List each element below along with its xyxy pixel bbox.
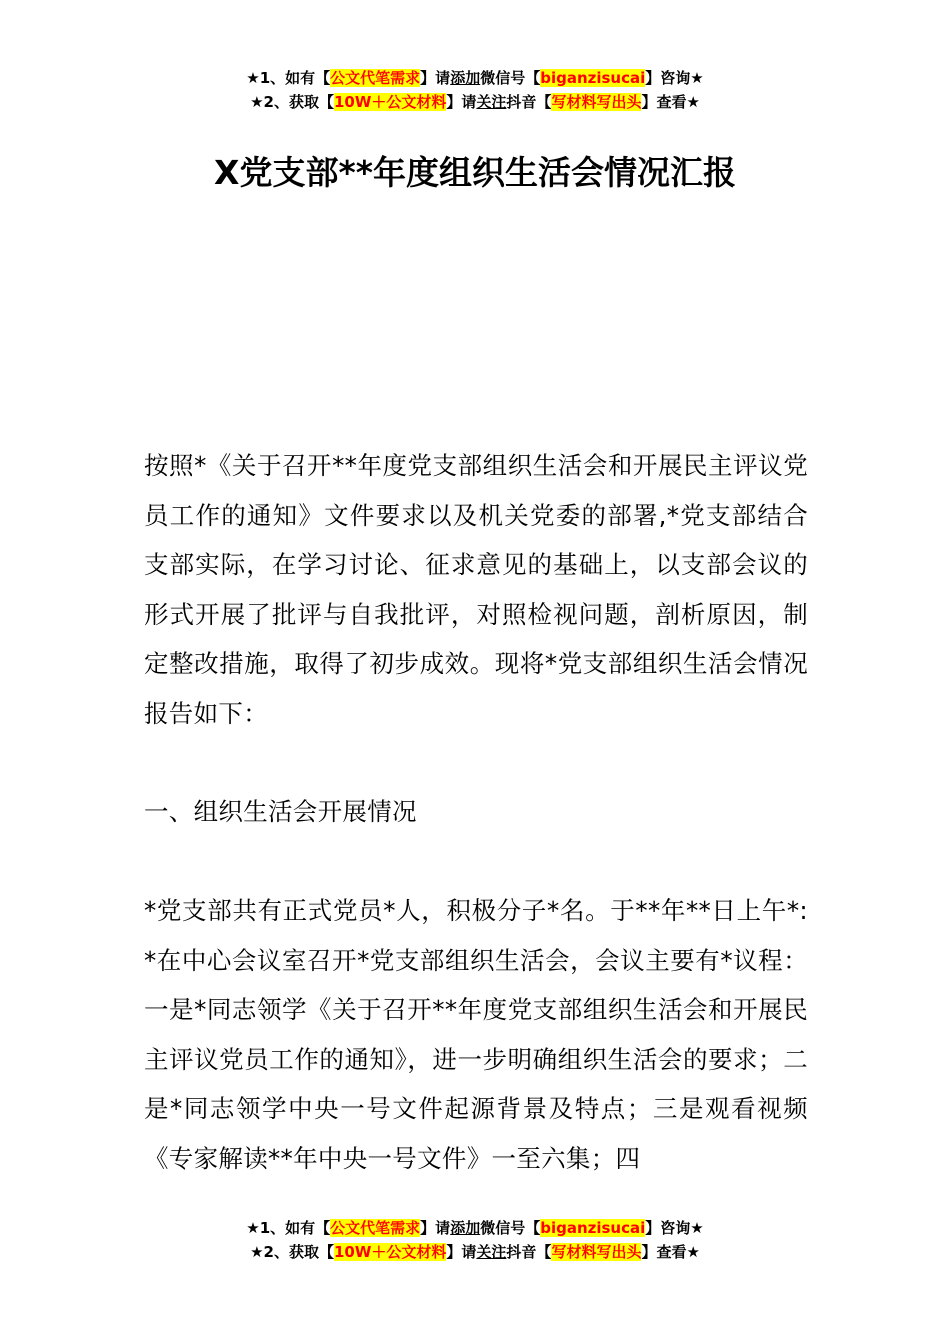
promo-text: ★1、如有【 xyxy=(246,69,331,87)
promo-text: ★2、获取【 xyxy=(250,93,334,111)
promo-highlight-wechat-id: biganzisucai xyxy=(540,69,646,87)
body-paragraph-section-1: *党支部共有正式党员*人，积极分子*名。于**年**日上午*:*在中心会议室召开*党支部组织生活会，会议主要有*议程：一是*同志领学《关于召开**年度党支部组织生活会和开展民主评议党员工作的通知》，进一步明确组织生活会的要求；二是*同志领学中央一号文件起源背景及特点；三是观看视频《专家解读**年中央一号文件》一至六集；四 xyxy=(144,896,808,1173)
promo-text: 】咨询★ xyxy=(645,1219,704,1237)
promo-text: ★2、获取【 xyxy=(250,1243,334,1261)
promo-underline: 添加 xyxy=(450,69,481,87)
promo-line-2 xyxy=(0,90,950,114)
section-heading-1: 一、组织生活会开展情况 xyxy=(144,797,417,826)
bottom-promo-banner xyxy=(0,1216,950,1264)
promo-highlight: 公文代笔需求 xyxy=(330,69,421,87)
promo-text: 抖音【 xyxy=(506,1243,552,1261)
promo-text: ★1、如有【 xyxy=(246,1219,331,1237)
body-paragraph-intro: 按照*《关于召开**年度党支部组织生活会和开展民主评议党员工作的通知》文件要求以及机关党委的部署,*党支部结合支部实际，在学习讨论、征求意见的基础上，以支部会议的形式开展了批评与自我批评，对照检视问题，剖析原因，制定整改措施，取得了初步成效。现将*党支部组织生活会情况报告如下： xyxy=(144,451,808,728)
promo-highlight-douyin-id: 写材料写出头 xyxy=(551,93,642,111)
promo-text: 】请 xyxy=(446,1243,477,1261)
promo-underline: 关注 xyxy=(476,1243,507,1261)
promo-text: 微信号【 xyxy=(480,1219,541,1237)
promo-highlight-douyin-id: 写材料写出头 xyxy=(551,1243,642,1261)
promo-text: 】查看★ xyxy=(641,93,700,111)
promo-highlight: 10W＋公文材料 xyxy=(333,93,447,111)
promo-text: 抖音【 xyxy=(506,93,552,111)
promo-text: 】请 xyxy=(420,69,451,87)
promo-underline: 关注 xyxy=(476,93,507,111)
promo-text: 】咨询★ xyxy=(645,69,704,87)
promo-text: 】请 xyxy=(420,1219,451,1237)
promo-highlight: 10W＋公文材料 xyxy=(333,1243,447,1261)
promo-line-1 xyxy=(0,66,950,90)
promo-underline: 添加 xyxy=(450,1219,481,1237)
promo-highlight: 公文代笔需求 xyxy=(330,1219,421,1237)
promo-text: 微信号【 xyxy=(480,69,541,87)
promo-text: 】请 xyxy=(446,93,477,111)
document-title: X党支部**年度组织生活会情况汇报 xyxy=(214,153,736,192)
promo-line-1 xyxy=(0,1216,950,1240)
promo-highlight-wechat-id: biganzisucai xyxy=(540,1219,646,1237)
promo-text: 】查看★ xyxy=(641,1243,700,1261)
top-promo-banner xyxy=(0,66,950,114)
promo-line-2 xyxy=(0,1240,950,1264)
